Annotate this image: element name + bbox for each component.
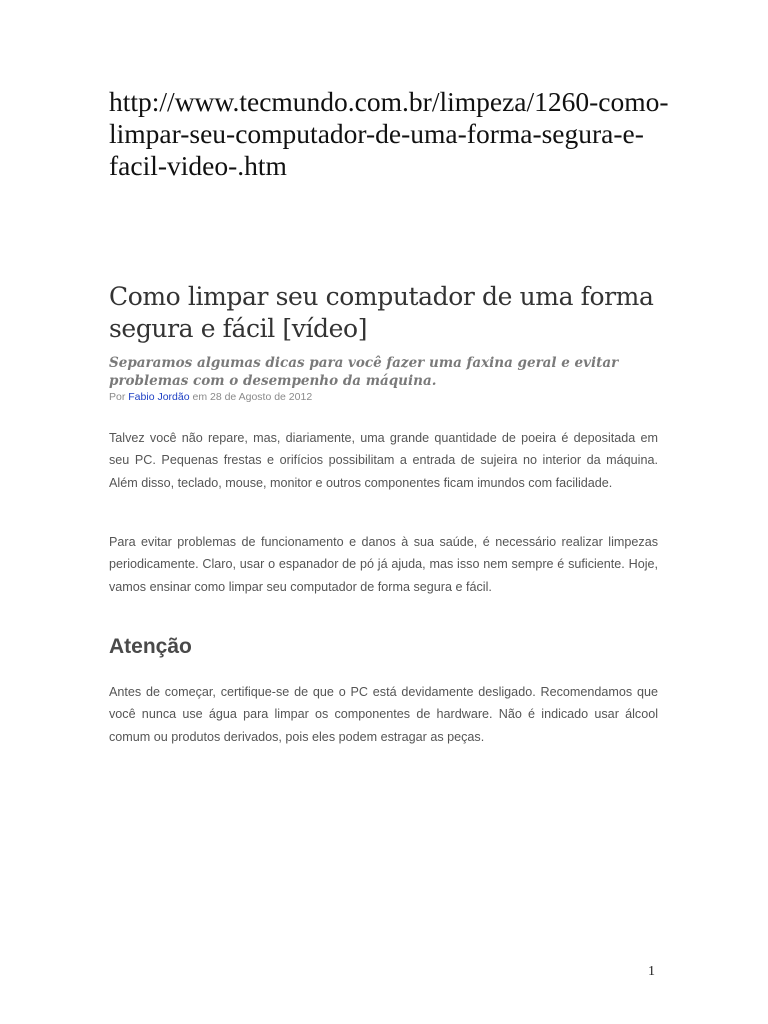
article-byline	[109, 391, 669, 404]
article-subtitle: Separamos algumas dicas para você fazer uma faxina geral e evitar problemas com o desempenho da máquina.	[109, 355, 619, 389]
paragraph-atencao: Antes de começar, certifique-se de que o PC está devidamente desligado. Recomendamos que você nunca use água para limpar os componentes de hardware. Não é indicado usar álcool comum ou produtos derivados, pois eles podem estragar as peças.	[109, 685, 658, 744]
article-title: Como limpar seu computador de uma forma segura e fácil [vídeo]	[109, 282, 654, 343]
paragraph-intro: Talvez você não repare, mas, diariamente, uma grande quantidade de poeira é depositada em seu PC. Pequenas frestas e orifícios possibilitam a entrada de sujeira no interior da máquina. Além disso, teclado, mouse, monitor e outros componentes ficam imundos com facilidade.	[109, 431, 658, 490]
page-number: 1	[648, 964, 655, 979]
byline-date: em 28 de Agosto de 2012	[192, 391, 313, 403]
paragraph-cleaning: Para evitar problemas de funcionamento e danos à sua saúde, é necessário realizar limpezas periodicamente. Claro, usar o espanador de pó já ajuda, mas isso nem sempre é suficiente. Hoje, vamos ensinar como limpar seu computador de forma segura e fácil.	[109, 535, 658, 594]
section-heading-atencao: Atenção	[109, 635, 192, 658]
source-url: http://www.tecmundo.com.br/limpeza/1260-como-limpar-seu-computador-de-uma-forma-segura-e-facil-video-.htm	[109, 86, 669, 181]
byline-prefix: Por	[109, 391, 126, 403]
author-link[interactable]: Fabio Jordão	[128, 391, 190, 403]
